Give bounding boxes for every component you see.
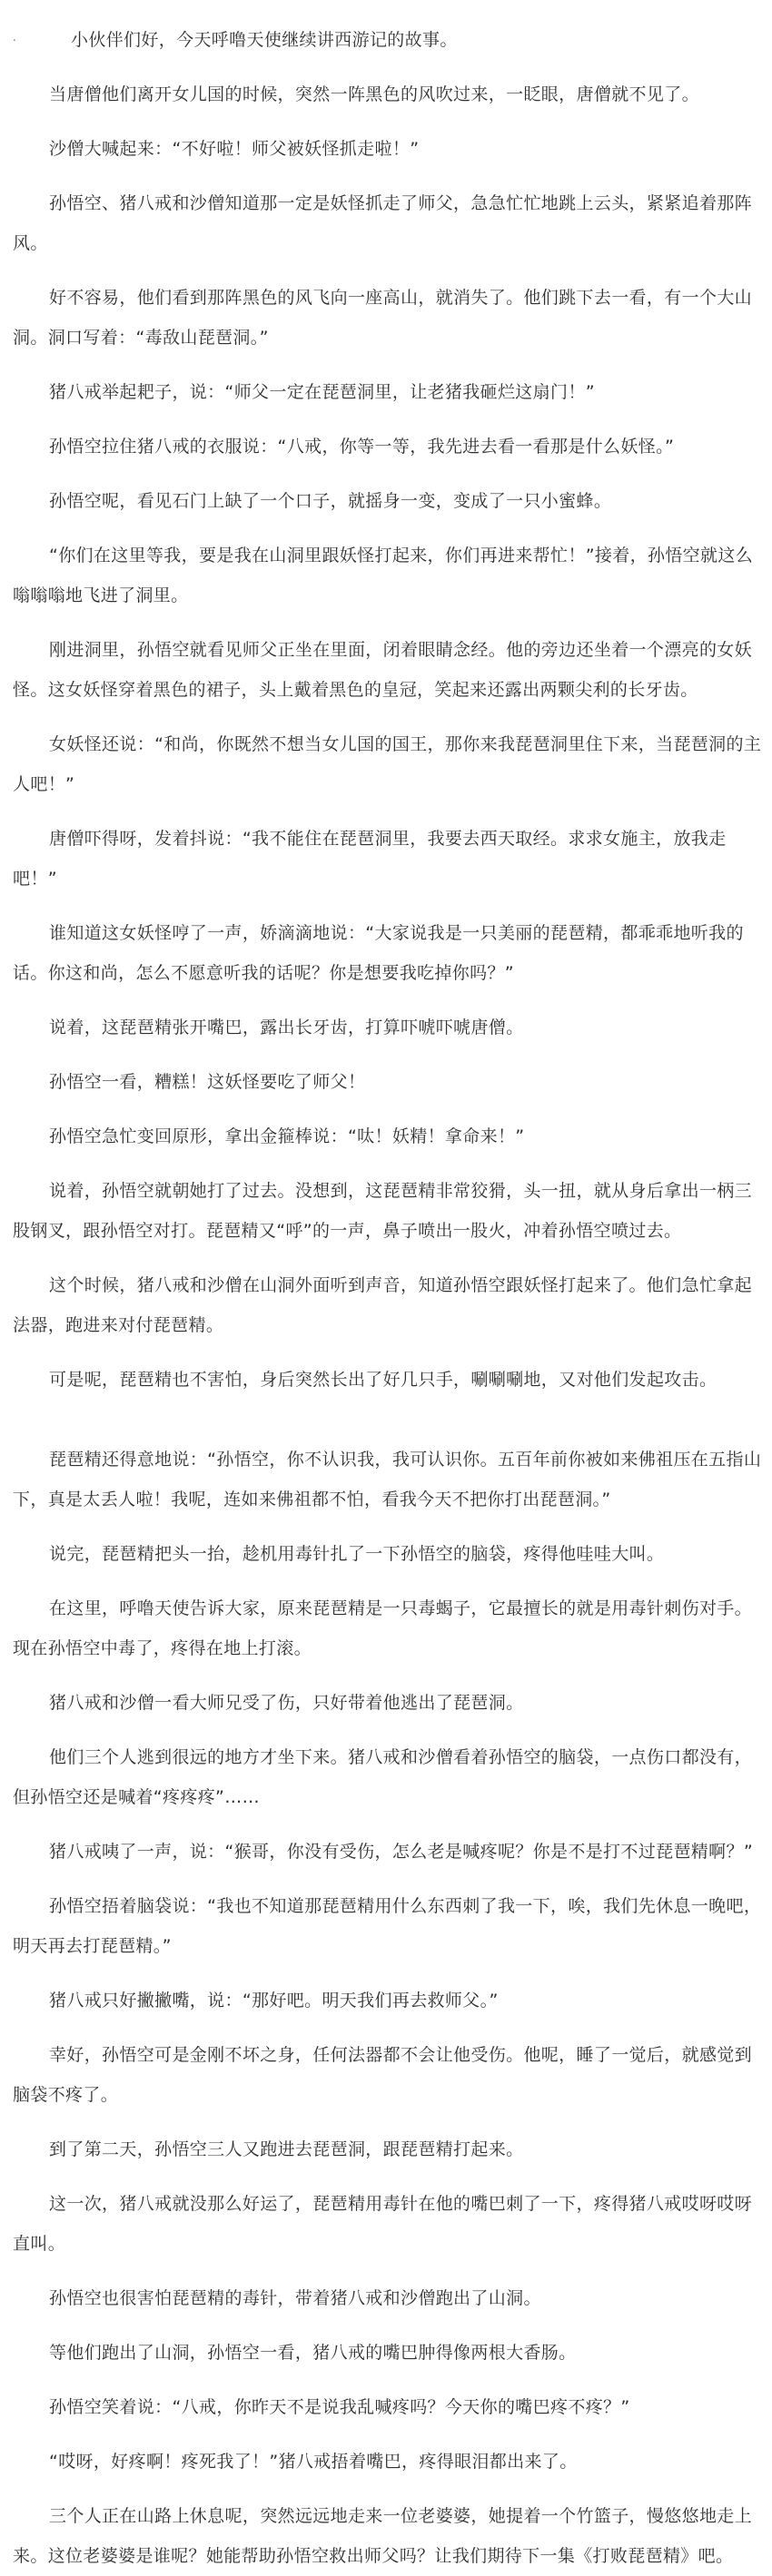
paragraph-text: 猪八戒咦了一声，说：“猴哥，你没有受伤，怎么老是喊疼呢？你是不是打不过琵琶精啊？” [49,1842,754,1862]
paragraph-text: 孙悟空笑着说：“八戒，你昨天不是说我乱喊疼吗？今天你的嘴巴疼不疼？” [49,2397,630,2417]
story-paragraph [13,2278,765,2318]
story-paragraph [13,481,765,521]
paragraph-text: 到了第二天，孙悟空三人又跑进去琵琶洞，跟琵琶精打起来。 [49,2139,524,2159]
paragraph-text: “你们在这里等我，要是我在山洞里跟妖怪打起来，你们再进来帮忙！”接着，孙悟空就这么嗡嗡嗡地飞进了洞里。 [13,546,754,605]
story-paragraph [13,536,765,615]
story-paragraph [13,129,765,169]
story-paragraph [13,1588,765,1668]
paragraph-text: 说完，琵琶精把头一抬，趁机用毒针扎了一下孙悟空的脑袋，疼得他哇哇大叫。 [49,1544,665,1564]
paragraph-text: 女妖怪还说：“和尚，你既然不想当女儿国的国王，那你来我琵琶洞里住下来，当琵琶洞的主人吧！” [13,734,762,794]
paragraph-text: 琵琶精还得意地说：“孙悟空，你不认识我，我可认识你。五百年前你被如来佛祖压在五指山下，真是太丢人啦！我呢，连如来佛祖都不怕，看我今天不把你打出琵琶洞。” [13,1450,762,1509]
section-gap [13,1414,765,1440]
paragraph-text: 孙悟空拉住猪八戒的衣服说：“八戒，你等一等，我先进去看一看那是什么妖怪。” [49,437,675,457]
paragraph-text: 当唐僧他们离开女儿国的时候，突然一阵黑色的风吹过来，一眨眼，唐僧就不见了。 [49,84,699,104]
paragraph-text: 这个时候，猪八戒和沙僧在山洞外面听到声音，知道孙悟空跟妖怪打起来了。他们急忙拿起法器，跑进来对付琵琶精。 [13,1275,753,1335]
story-paragraph [13,1886,765,1966]
story-paragraph [13,2129,765,2169]
story-paragraph [13,1683,765,1723]
paragraph-text: 幸好，孙悟空可是金刚不坏之身，任何法器都不会让他受伤。他呢，睡了一觉后，就感觉到脑袋不疼了。 [13,2045,753,2105]
paragraph-text: 孙悟空一看，糟糕！这妖怪要吃了师父！ [49,1072,366,1092]
paragraph-text: 沙僧大喊起来：“不好啦！师父被妖怪抓走啦！” [49,139,420,159]
story-paragraph [13,1062,765,1102]
paragraph-text: “哎呀，好疼啊！疼死我了！”猪八戒捂着嘴巴，疼得眼泪都出来了。 [49,2452,578,2472]
story-paragraph [13,2496,765,2576]
story-paragraph [13,1008,765,1047]
story-paragraph [13,1440,765,1519]
story-paragraph [13,913,765,993]
paragraph-text: 小伙伴们好，今天呼噜天使继续讲西游记的故事。 [71,30,458,50]
story-paragraph [13,1534,765,1574]
paragraph-text: 孙悟空、猪八戒和沙僧知道那一定是妖怪抓走了师父，急急忙忙地跳上云头，紧紧追着那阵风。 [13,193,753,253]
paragraph-marker: . [13,31,17,44]
paragraph-text: 好不容易，他们看到那阵黑色的风飞向一座高山，就消失了。他们跳下去一看，有一个大山洞。洞口写着：“毒敌山琵琶洞。” [13,288,753,348]
paragraph-text: 孙悟空呢，看见石门上缺了一个口子，就摇身一变，变成了一只小蜜蜂。 [49,491,612,511]
paragraph-text: 说着，这琵琶精张开嘴巴，露出长牙齿，打算吓唬吓唬唐僧。 [49,1018,524,1037]
story-paragraph [13,1171,765,1251]
story-paragraph [13,819,765,899]
paragraph-text: 这一次，猪八戒就没那么好运了，琵琶精用毒针在他的嘴巴刺了一下，疼得猪八戒哎呀哎呀直叫。 [13,2194,753,2254]
story-paragraph [13,278,765,358]
paragraph-text: 说着，孙悟空就朝她打了过去。没想到，这琵琶精非常狡猾，头一扭，就从身后拿出一柄三股钢叉，跟孙悟空对打。琵琶精又“呼”的一声，鼻子喷出一股火，冲着孙悟空喷过去。 [13,1181,753,1241]
paragraph-text: 猪八戒和沙僧一看大师兄受了伤，只好带着他逃出了琵琶洞。 [49,1693,524,1713]
paragraph-text: 可是呢，琵琶精也不害怕，身后突然长出了好几只手，唰唰唰地，又对他们发起攻击。 [49,1370,718,1390]
story-paragraph [13,427,765,467]
story-paragraph [13,1265,765,1345]
paragraph-text: 孙悟空捂着脑袋说：“我也不知道那琵琶精用什么东西刺了我一下，唉，我们先休息一晚吧，明天再去打琵琶精。” [13,1896,762,1956]
paragraph-text: 唐僧吓得呀，发着抖说：“我不能住在琵琶洞里，我要去西天取经。求求女施主，放我走吧！” [13,829,727,889]
story-paragraph [13,2333,765,2373]
story-paragraph [13,1360,765,1400]
story-paragraph [13,1737,765,1817]
paragraph-text: 孙悟空也很害怕琵琶精的毒针，带着猪八戒和沙僧跑出了山洞。 [49,2288,541,2308]
story-paragraph [13,183,765,263]
paragraph-text: 猪八戒只好撇撇嘴，说：“那好吧。明天我们再去救师父。” [49,1991,499,2011]
story-paragraph [13,372,765,412]
story-paragraph [13,1832,765,1872]
story-paragraph [13,74,765,114]
story-paragraph [13,2035,765,2115]
paragraph-text: 刚进洞里，孙悟空就看见师父正坐在里面，闭着眼睛念经。他的旁边还坐着一个漂亮的女妖怪。这女妖怪穿着黑色的裙子，头上戴着黑色的皇冠，笑起来还露出两颗尖利的长牙齿。 [13,640,753,700]
paragraph-text: 他们三个人逃到很远的地方才坐下来。猪八戒和沙僧看着孙悟空的脑袋，一点伤口都没有，但孙悟空还是喊着“疼疼疼”…… [13,1747,753,1807]
paragraph-text: 三个人正在山路上休息呢，突然远远地走来一位老婆婆，她提着一个竹篮子，慢悠悠地走上来。这位老婆婆是谁呢？她能帮助孙悟空救出师父吗？让我们期待下一集《打败琵琶精》吧。 [13,2506,753,2566]
paragraph-text: 谁知道这女妖怪哼了一声，娇滴滴地说：“大家说我是一只美丽的琵琶精，都乖乖地听我的话。你这和尚，怎么不愿意听我的话呢？你是想要我吃掉你吗？” [13,923,744,983]
story-paragraph [13,2387,765,2427]
paragraph-text: 猪八戒举起耙子，说：“师父一定在琵琶洞里，让老猪我砸烂这扇门！” [49,382,595,402]
paragraph-text: 孙悟空急忙变回原形，拿出金箍棒说：“呔！妖精！拿命来！” [49,1126,525,1146]
paragraph-text: 在这里，呼噜天使告诉大家，原来琵琶精是一只毒蝎子，它最擅长的就是用毒针刺伤对手。现在孙悟空中毒了，疼得在地上打滚。 [13,1598,753,1658]
story-paragraph [13,20,765,60]
story-paragraph [13,1116,765,1156]
story-paragraph [13,724,765,804]
story-paragraph [13,2184,765,2264]
paragraph-text: 等他们跑出了山洞，孙悟空一看，猪八戒的嘴巴肿得像两根大香肠。 [49,2343,577,2363]
story-paragraph [13,2442,765,2482]
story-paragraph [13,630,765,710]
story-paragraph [13,1981,765,2020]
